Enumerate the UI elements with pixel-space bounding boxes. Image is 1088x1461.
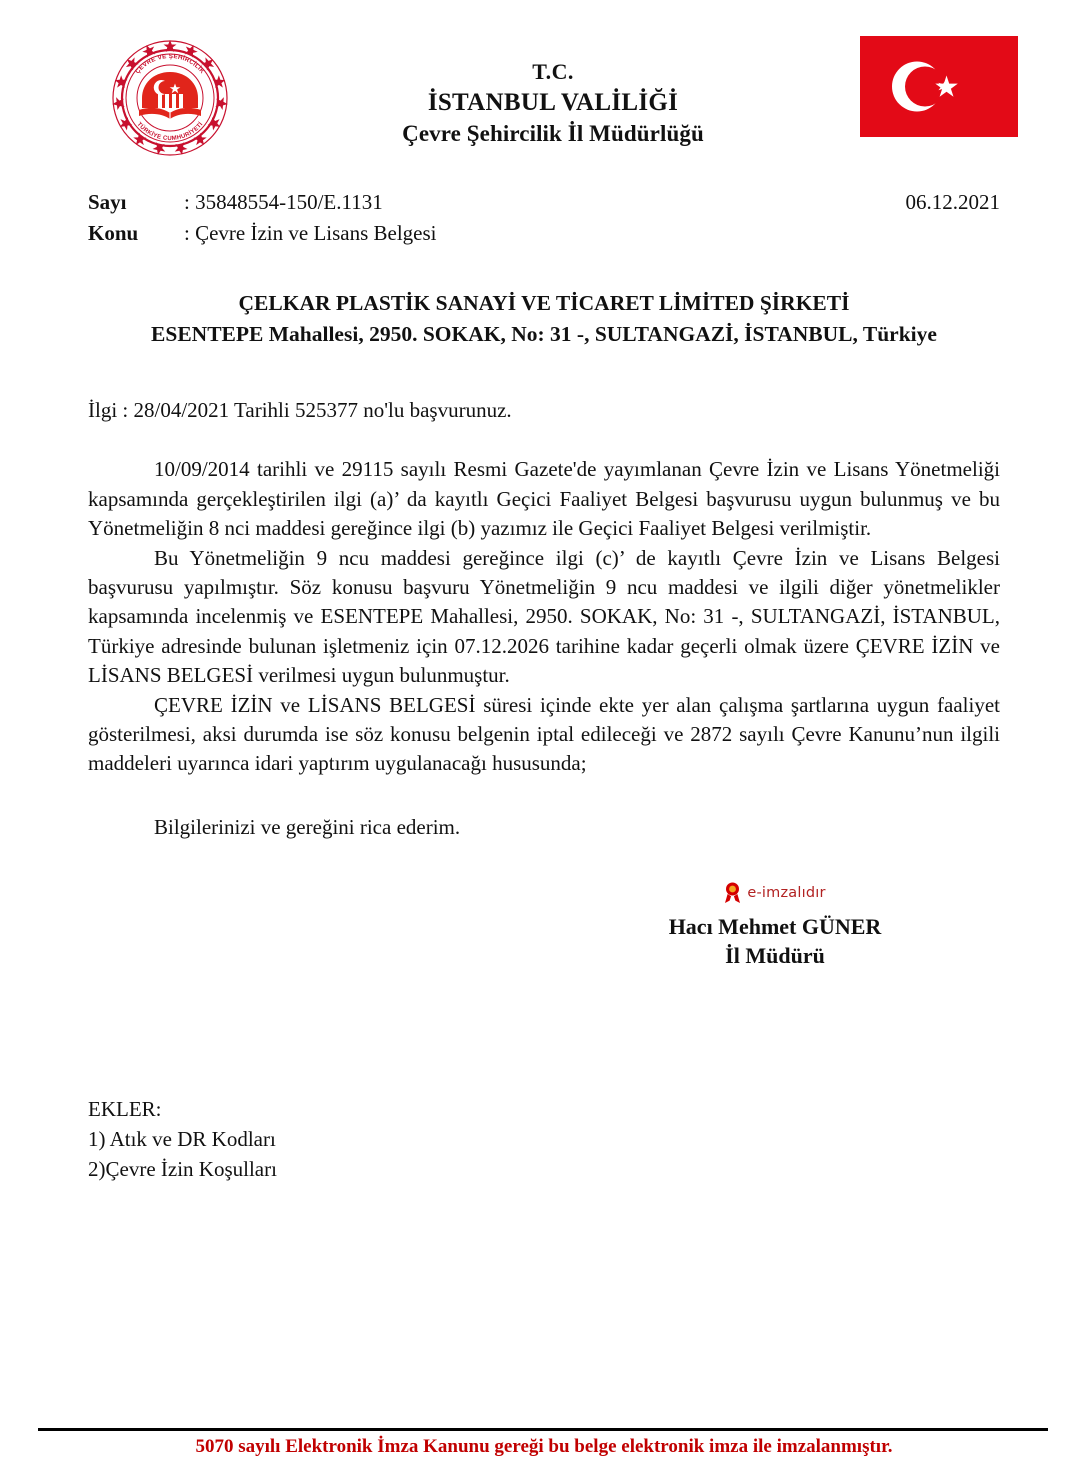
- body-paragraph-3: ÇEVRE İZİN ve LİSANS BELGESİ süresi içinde ekte yer alan çalışma şartlarına uygun faaliyet gösterilmesi, aksi durumda ise söz konusu belgenin iptal edileceği ve 2872 sayılı Çevre Kanunu’nun ilgili maddeleri uyarınca idari yaptırım uygulanacağı hususunda;: [88, 692, 1000, 776]
- signature-block: [625, 880, 925, 970]
- esign-badge: [625, 880, 925, 906]
- footer-notice: 5070 sayılı Elektronik İmza Kanunu gereği bu belge elektronik imza ile imzalanmıştır.: [195, 1436, 893, 1457]
- konu-label: Konu: [88, 221, 139, 245]
- body-closing: Bilgilerinizi ve gereğini rica ederim.: [154, 814, 461, 839]
- header-line-tc: T.C.: [532, 59, 574, 84]
- header-title-block: [300, 58, 806, 149]
- svg-text:TÜRKİYE CUMHURİYETİ: TÜRKİYE CUMHURİYETİ: [135, 121, 205, 143]
- attachment-item-2: 2)Çevre İzin Koşulları: [88, 1156, 277, 1181]
- meta-row-konu: [88, 221, 1000, 252]
- document-body: [88, 396, 1000, 842]
- body-paragraph-1: 10/09/2014 tarihli ve 29115 sayılı Resmi Gazete'de yayımlanan Çevre İzin ve Lisans Yönetmeliği kapsamında gerçekleştirilen ilgi (a)’ da kayıtlı Geçici Faaliyet Belgesi başvurusu uygun bulunmuş ve bu Yönetmeliğin 8 nci maddesi gereğince ilgi (b) yazımız ile Geçici Faaliyet Belgesi verilmiştir.: [88, 457, 1000, 541]
- signatory-name: Hacı Mehmet GÜNER: [668, 914, 882, 939]
- attachments-heading: EKLER:: [88, 1097, 162, 1121]
- document-header: [0, 0, 1088, 175]
- meta-row-sayi: [88, 190, 1000, 221]
- turkish-ministry-seal-icon: [95, 36, 245, 161]
- body-paragraph-2: Bu Yönetmeliğin 9 ncu maddesi gereğince ilgi (c)’ de kayıtlı Çevre İzin ve Lisans Belgesi başvurusu yapılmıştır. Söz konusu başvuru Yönetmeliğin 9 ncu maddesi ve ilgili diğer yönetmelikler kapsamında incelenmiş ve ESENTEPE Mahallesi, 2950. SOKAK, No: 31 -, SULTANGAZİ, İSTANBUL, Türkiye adresinde bulunan işletmeniz için 07.12.2026 tarihine kadar geçerli olmak üzere ÇEVRE İZİN ve LİSANS BELGESİ verilmesi uygun bulunmuştur.: [88, 545, 1000, 688]
- turkish-flag-icon: [860, 36, 1018, 137]
- esign-label: e-imzalıdır: [747, 885, 826, 901]
- sayi-label: Sayı: [88, 190, 127, 214]
- reference-line: İlgi : 28/04/2021 Tarihli 525377 no'lu başvurunuz.: [88, 398, 512, 422]
- header-line-directorate: Çevre Şehircilik İl Müdürlüğü: [402, 121, 704, 147]
- document-date: 06.12.2021: [905, 190, 1000, 214]
- addressee-address: ESENTEPE Mahallesi, 2950. SOKAK, No: 31 -, SULTANGAZİ, İSTANBUL, Türkiye: [151, 322, 937, 347]
- signatory-title: İl Müdürü: [725, 943, 825, 969]
- award-ribbon-icon: [724, 882, 741, 904]
- konu-value: : Çevre İzin ve Lisans Belgesi: [184, 221, 437, 245]
- footer-divider: [38, 1428, 1048, 1431]
- svg-text:ÇEVRE VE ŞEHİRCİLİK: ÇEVRE VE ŞEHİRCİLİK: [134, 52, 206, 76]
- document-meta: [88, 190, 1000, 252]
- attachments-block: [88, 1095, 688, 1184]
- attachment-item-1: 1) Atık ve DR Kodları: [88, 1126, 276, 1151]
- header-line-province: İSTANBUL VALİLİĞİ: [427, 88, 679, 116]
- sayi-value: : 35848554-150/E.1131: [184, 190, 383, 214]
- addressee-company: ÇELKAR PLASTİK SANAYİ VE TİCARET LİMİTED ŞİRKETİ: [238, 291, 850, 315]
- addressee-block: [88, 288, 1000, 350]
